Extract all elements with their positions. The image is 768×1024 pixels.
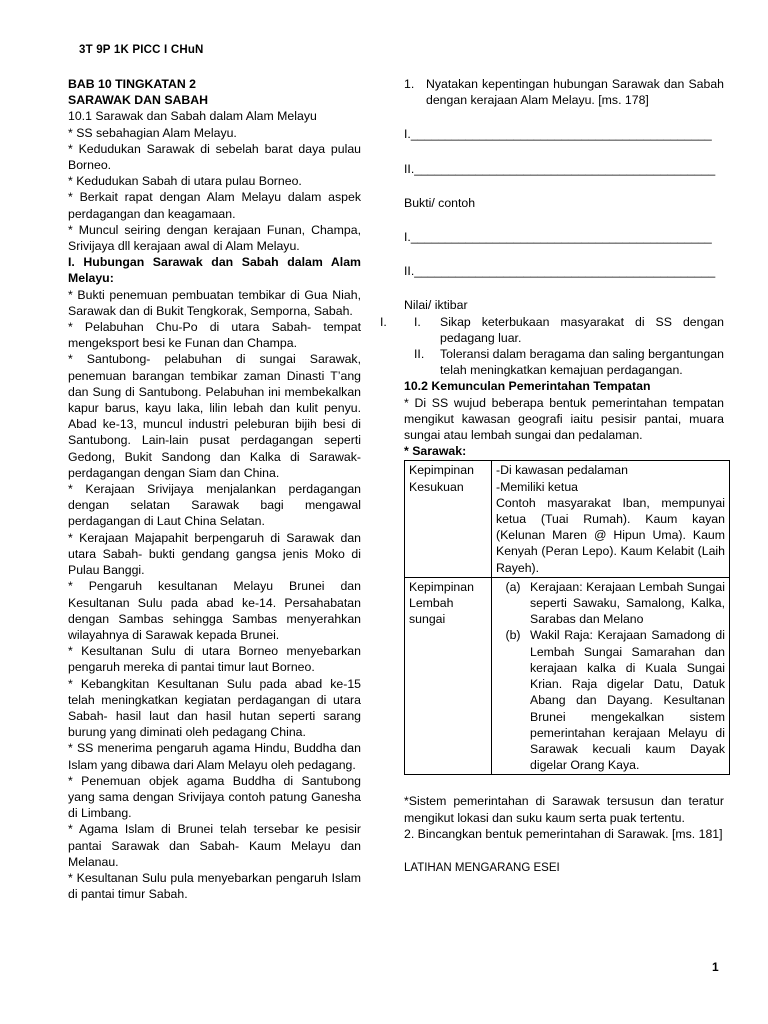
question-1	[404, 76, 724, 108]
section2-heading: 10.2 Kemunculan Pemerintahan Tempatan	[404, 379, 651, 394]
intro-point: * Berkait rapat dengan Alam Melayu dalam aspek perdagangan dan keagamaan.	[68, 190, 361, 221]
sub-letter: (a)	[505, 579, 521, 594]
right-column	[380, 76, 725, 876]
intro-point: * Kedudukan Sabah di utara pulau Borneo.	[68, 174, 302, 189]
bullet-point: * Agama Islam di Brunei telah tersebar ke pesisir pantai Sarawak dan Sabah- Kaum Melayu dan Melanau.	[68, 822, 361, 869]
row-label: Kepimpinan Lembah sungai	[405, 577, 492, 774]
answer-blank: II.____________________________________________	[404, 161, 716, 176]
summary-note: *Sistem pemerintahan di Sarawak tersusun dan teratur mengikut lokasi dan suku kaum serta puak tertentu.	[404, 794, 724, 825]
sarawak-label: * Sarawak:	[404, 444, 467, 459]
item-numeral: I.	[414, 314, 421, 329]
row-line: -Di kawasan pedalaman	[496, 463, 628, 478]
bullet-point: * Pelabuhan Chu-Po di utara Sabah- tempat mengeksport besi ke Funan dan Champa.	[68, 320, 361, 351]
chapter-title: BAB 10 TINGKATAN 2	[68, 77, 196, 91]
page-number: 1	[712, 960, 719, 974]
bullet-point: * Kesultanan Sulu pula menyebarkan pengaruh Islam di pantai timur Sabah.	[68, 870, 361, 902]
bullet-point: * Kerajaan Majapahit berpengaruh di Sarawak dan utara Sabah- bukti gendang gangsa jenis Moko di Pulau Banggi.	[68, 530, 361, 578]
answer-blank: II.____________________________________________	[404, 264, 716, 279]
answer-blank: I.____________________________________________	[404, 230, 712, 245]
outer-numeral: I.	[380, 314, 387, 329]
bullet-point: * Bukti penemuan pembuatan tembikar di Gua Niah, Sarawak dan di Bukit Tengkorak, Semporna, Sabah.	[68, 287, 361, 318]
answer-blank: I.____________________________________________	[404, 127, 712, 142]
page-header: 3T 9P 1K PICC I CHuN	[79, 44, 204, 56]
item-numeral: II.	[414, 347, 425, 362]
nilai-label: Nilai/ iktibar	[404, 298, 468, 313]
bullet-point: * Santubong- pelabuhan di sungai Sarawak, penemuan barangan tembikar zaman Dinasti T’ang dan Sung di Santubong. Pelabuhan ini membekalkan kapur barus, kayu laka, lilin lebah dan kulit penyu. Abad ke-13, muncul industri peleburan bijih besi di Santubong. Lain-lain pusat perdagangan seperti Gedong, Bukit Sandong dan Kalka di Sarawak- perdagangan dengan Siam dan China.	[68, 352, 361, 480]
item-text: Sikap keterbukaan masyarakat di SS dengan pedagang luar.	[440, 314, 724, 345]
intro-point: * Kedudukan Sarawak di sebelah barat daya pulau Borneo.	[68, 141, 361, 173]
government-table	[404, 460, 730, 775]
item-text: Toleransi dalam beragama dan saling bergantungan telah meningkatkan kemajuan perdagangan.	[440, 347, 724, 378]
bullet-point: * Kebangkitan Kesultanan Sulu pada abad ke-15 telah meningkatkan kegiatan perdagangan di utara Sabah- hasil laut dan hasil hutan seperti sarang burung yang diminati oleh pedagang China.	[68, 676, 361, 740]
question-2: 2. Bincangkan bentuk pemerintahan di Sarawak. [ms. 181]	[404, 826, 723, 841]
bullet-point: * Pengaruh kesultanan Melayu Brunei dan Kesultanan Sulu pada abad ke-14. Persahabatan dengan Sambas sehingga Sambas menyerahkan wilayahnya di Sarawak kepada Brunei.	[68, 579, 361, 642]
row-line: -Memiliki ketua	[496, 479, 578, 494]
nilai-list	[380, 314, 724, 379]
table-row	[405, 461, 730, 577]
question-text: Nyatakan kepentingan hubungan Sarawak dan Sabah dengan kerajaan Alam Melayu. [ms. 178]	[426, 77, 724, 108]
essay-heading: LATIHAN MENGARANG ESEI	[404, 861, 560, 874]
section-subtitle: 10.1 Sarawak dan Sabah dalam Alam Melayu	[68, 109, 317, 124]
sub-text: Kerajaan: Kerajaan Lembah Sungai seperti Sawaku, Samalong, Kalka, Sarabas dan Melano	[530, 579, 725, 627]
nilai-item	[404, 314, 724, 346]
question-number: 1.	[404, 77, 415, 91]
bullet-point: * SS menerima pengaruh agama Hindu, Buddha dan Islam yang dibawa dari Alam Melayu oleh pedagang.	[68, 741, 361, 772]
row-line: Contoh masyarakat Iban, mempunyai ketua (Tuai Rumah). Kaum kayan (Kelunan Maren @ Hipun Uma). Kaum Kenyah (Peran Lepo). Kaum Kelabit (Laih Rayeh).	[496, 495, 725, 575]
sub-item	[496, 579, 725, 628]
sub-item	[496, 627, 725, 773]
nilai-item	[404, 346, 724, 378]
intro-point: * Muncul seiring dengan kerajaan Funan, Champa, Srivijaya dll kerajaan awal di Alam Melayu.	[68, 222, 361, 254]
sub-letter: (b)	[505, 628, 521, 643]
left-column	[68, 76, 361, 902]
bullet-point: * Kerajaan Srivijaya menjalankan perdagangan dengan selatan Sarawak bagi mengawal perdagangan di Laut China Selatan.	[68, 482, 361, 529]
intro-point: * SS sebahagian Alam Melayu.	[68, 125, 237, 140]
sub-text: Wakil Raja: Kerajaan Samadong di Lembah Sungai Samarahan dan kerajaan kalka di Kuala Sungai Krian. Raja digelar Datu, Datuk Abang dan Dayang. Kesultanan Brunei mengekalkan sistem pemerintahan kerajaan Melayu di Sarawak kecuali kaum Dayak digelar Orang Kaya.	[530, 628, 725, 773]
bukti-label: Bukti/ contoh	[404, 195, 476, 210]
section-heading: I. Hubungan Sarawak dan Sabah dalam Alam Melayu:	[68, 255, 361, 286]
bullet-point: * Penemuan objek agama Buddha di Santubong yang sama dengan Srivijaya contoh patung Ganesha di Limbang.	[68, 773, 361, 821]
table-row	[405, 577, 730, 774]
section2-text: * Di SS wujud beberapa bentuk pemerintahan tempatan mengikut kawasan geografi iaitu pesisir pantai, muara sungai atau lembah sungai dan pedalaman.	[404, 395, 724, 443]
chapter-subject: SARAWAK DAN SABAH	[68, 93, 209, 108]
row-content	[492, 577, 730, 774]
row-label: Kepimpinan Kesukuan	[405, 461, 492, 577]
bullet-point: * Kesultanan Sulu di utara Borneo menyebarkan pengaruh mereka di pantai timur laut Borneo.	[68, 644, 361, 675]
row-content	[492, 461, 730, 577]
